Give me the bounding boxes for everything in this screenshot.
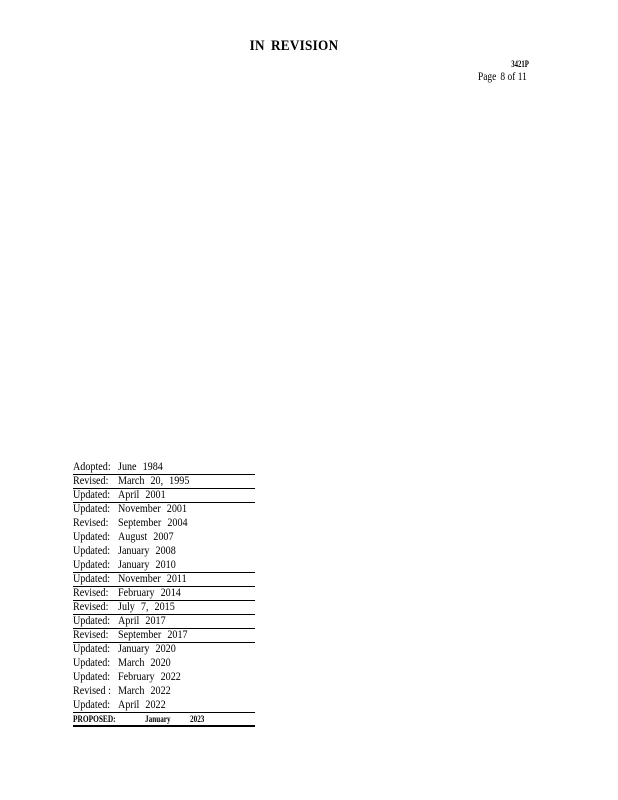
history-label: Revised: (73, 475, 109, 487)
history-date: September 2017 (118, 629, 188, 641)
history-row (73, 587, 255, 601)
history-date: August 2007 (118, 531, 174, 543)
history-row (73, 629, 255, 643)
history-label: Adopted: (73, 461, 111, 473)
history-date: April 2017 (118, 615, 166, 627)
history-date: June 1984 (118, 461, 163, 473)
history-row (73, 573, 255, 587)
history-row (73, 643, 255, 657)
page-label: Page (478, 71, 497, 83)
history-row (73, 545, 255, 559)
history-date: July 7, 2015 (118, 601, 175, 613)
history-label: Updated: (73, 671, 111, 683)
history-date: April 2001 (118, 489, 166, 501)
history-row (73, 489, 255, 503)
page-indicator (478, 71, 531, 83)
proposed-row (73, 713, 255, 727)
history-label: Revised: (73, 601, 109, 613)
history-date: January 2020 (118, 643, 176, 655)
history-date: November 2011 (118, 573, 187, 585)
proposed-date: January 2023 (145, 714, 205, 724)
history-label: Revised : (73, 685, 111, 697)
history-label: Updated: (73, 573, 111, 585)
proposed-label: PROPOSED: (73, 714, 116, 724)
history-label: Revised: (73, 517, 109, 529)
history-row (73, 559, 255, 573)
history-row (73, 475, 255, 489)
history-date: January 2010 (118, 559, 176, 571)
history-label: Updated: (73, 615, 111, 627)
history-row (73, 601, 255, 615)
history-label: Revised: (73, 629, 109, 641)
history-label: Updated: (73, 489, 111, 501)
history-row (73, 685, 255, 699)
history-date: November 2001 (118, 503, 188, 515)
history-row (73, 461, 255, 475)
history-date: March 2020 (118, 657, 171, 669)
history-row (73, 615, 255, 629)
history-label: Updated: (73, 531, 111, 543)
history-label: Revised: (73, 587, 109, 599)
history-date: March 2022 (118, 685, 171, 697)
history-label: Updated: (73, 503, 111, 515)
history-row (73, 503, 255, 517)
history-label: Updated: (73, 559, 111, 571)
history-label: Updated: (73, 545, 111, 557)
history-date: April 2022 (118, 699, 166, 711)
history-row (73, 699, 255, 713)
policy-number: 3421P (511, 59, 529, 69)
history-row (73, 531, 255, 545)
history-date: September 2004 (118, 517, 188, 529)
history-label: Updated: (73, 657, 111, 669)
revision-history (73, 461, 255, 727)
page-value: 8 of 11 (500, 71, 527, 83)
history-label: Updated: (73, 643, 111, 655)
history-date: February 2022 (118, 671, 181, 683)
history-row (73, 671, 255, 685)
history-date: January 2008 (118, 545, 176, 557)
history-date: March 20, 1995 (118, 475, 190, 487)
history-row (73, 657, 255, 671)
history-row (73, 517, 255, 531)
revision-title: IN REVISION (249, 38, 339, 54)
history-date: February 2014 (118, 587, 181, 599)
history-label: Updated: (73, 699, 111, 711)
